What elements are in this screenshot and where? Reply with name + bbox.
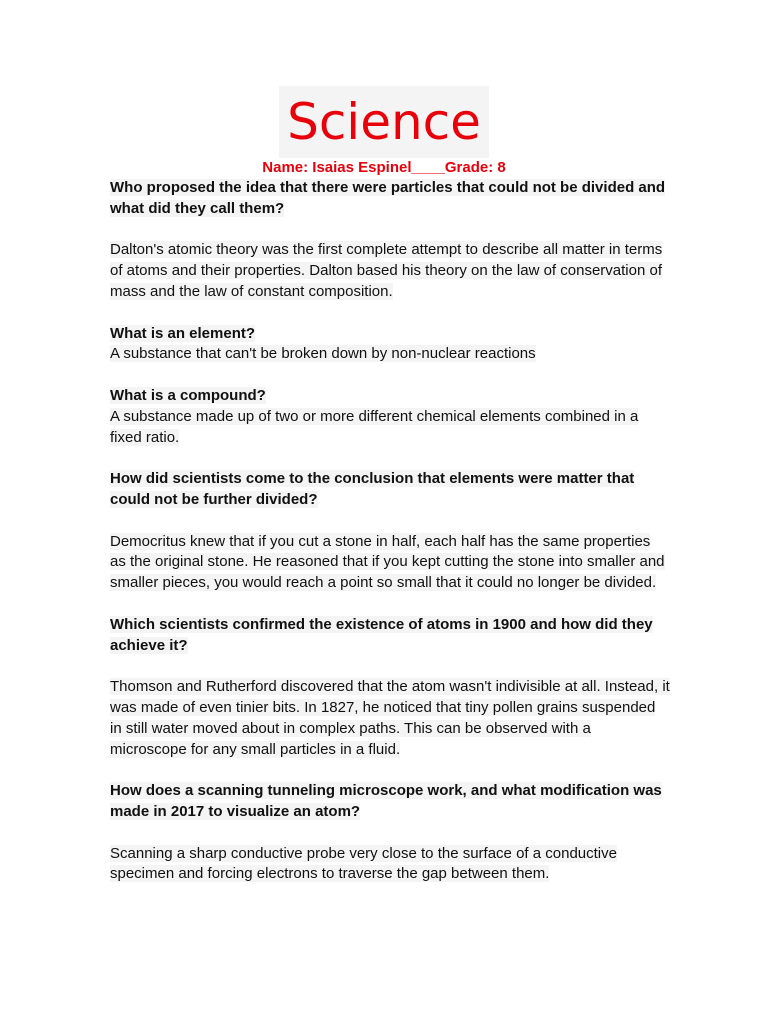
qa-block-3 (110, 386, 670, 448)
question-1: Who proposed the idea that there were particles that could not be divided and what did they call them? (110, 179, 666, 217)
question-4: How did scientists come to the conclusion that elements were matter that could not be further divided? (110, 470, 635, 508)
answer-5: Thomson and Rutherford discovered that the atom wasn't indivisible at all. Instead, it was made of even tinier bits. In 1827, he noticed that tiny pollen grains suspended in still water moved about in complex paths. This can be observed with a microscope for any small particles in a fluid. (110, 678, 670, 758)
page-title: Science (279, 86, 489, 158)
spacer (110, 823, 670, 844)
student-info: Name: Isaias Espinel____Grade: 8 (262, 159, 506, 176)
spacer (110, 656, 670, 677)
question-5: Which scientists confirmed the existence of atoms in 1900 and how did they achieve it? (110, 615, 653, 654)
title-container (0, 86, 768, 158)
answer-1: Dalton's atomic theory was the first complete attempt to describe all matter in terms of atoms and their properties. Dalton based his theory on the law of conservation of mass and the law of constant composition. (110, 241, 663, 300)
qa-block-6 (110, 781, 670, 885)
spacer (110, 365, 670, 386)
spacer (110, 511, 670, 532)
question-6: How does a scanning tunneling microscope work, and what modification was made in 2017 to visualize an atom? (110, 782, 662, 820)
spacer (110, 594, 670, 615)
answer-2: A substance that can't be broken down by non-nuclear reactions (110, 345, 536, 363)
spacer (110, 303, 670, 324)
answer-3: A substance made up of two or more different chemical elements combined in a fixed ratio. (110, 407, 639, 446)
qa-block-1 (110, 178, 670, 303)
qa-content (110, 178, 670, 885)
spacer (110, 760, 670, 781)
qa-block-4 (110, 469, 670, 594)
answer-4: Democritus knew that if you cut a stone in half, each half has the same properties as the original stone. He reasoned that if you kept cutting the stone into smaller and smaller pieces, you would reach a point so small that it could no longer be divided. (110, 532, 665, 592)
qa-block-2 (110, 324, 670, 366)
question-2: What is an element? (110, 324, 256, 342)
spacer (110, 448, 670, 469)
qa-block-5 (110, 615, 670, 761)
question-3: What is a compound? (110, 386, 266, 404)
spacer (110, 220, 670, 241)
answer-6: Scanning a sharp conductive probe very close to the surface of a conductive specimen and forcing electrons to traverse the gap between them. (110, 844, 617, 883)
subtitle-container (0, 158, 768, 178)
